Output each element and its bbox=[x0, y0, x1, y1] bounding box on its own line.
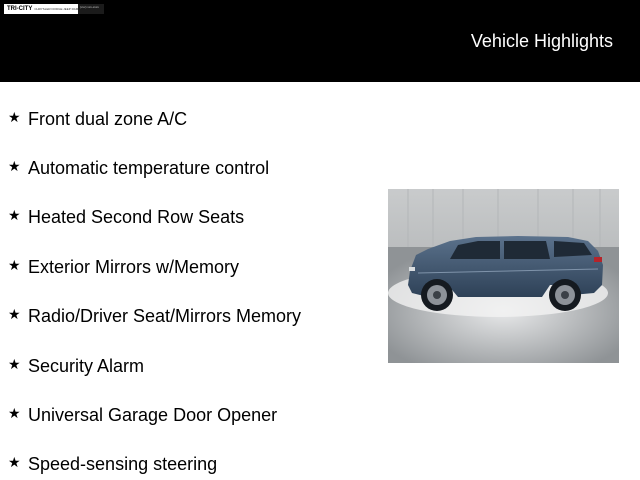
star-icon: ★ bbox=[8, 108, 21, 125]
star-icon: ★ bbox=[8, 207, 21, 224]
dealer-logo-right bbox=[78, 4, 104, 14]
feature-label: Universal Garage Door Opener bbox=[28, 405, 278, 426]
star-icon: ★ bbox=[8, 454, 21, 471]
dealer-logo bbox=[4, 4, 104, 14]
header-bar bbox=[0, 0, 640, 82]
star-icon: ★ bbox=[8, 355, 21, 372]
feature-label: Heated Second Row Seats bbox=[28, 207, 245, 228]
feature-item bbox=[8, 143, 301, 192]
star-icon: ★ bbox=[8, 256, 21, 273]
dealer-logo-left bbox=[4, 4, 78, 14]
dealer-logo-text: TRI-CITY bbox=[7, 6, 33, 12]
feature-list bbox=[8, 94, 301, 480]
star-icon: ★ bbox=[8, 306, 21, 323]
vehicle-photo bbox=[388, 189, 619, 363]
feature-label: Exterior Mirrors w/Memory bbox=[28, 256, 240, 277]
feature-label: Radio/Driver Seat/Mirrors Memory bbox=[28, 306, 302, 327]
feature-item bbox=[8, 242, 301, 291]
feature-item bbox=[8, 390, 301, 439]
feature-item bbox=[8, 94, 301, 143]
dealer-logo-phone: (xxx) xxx-xxxx bbox=[80, 5, 99, 9]
feature-item bbox=[8, 193, 301, 242]
feature-label: Automatic temperature control bbox=[28, 158, 270, 179]
feature-label: Front dual zone A/C bbox=[28, 108, 188, 129]
feature-label: Speed-sensing steering bbox=[28, 454, 218, 475]
feature-label: Security Alarm bbox=[28, 355, 145, 376]
page-title: Vehicle Highlights bbox=[470, 31, 613, 51]
star-icon: ★ bbox=[8, 405, 21, 422]
feature-item bbox=[8, 341, 301, 390]
star-icon: ★ bbox=[8, 158, 21, 175]
vehicle-photo-svg bbox=[388, 189, 619, 363]
feature-item bbox=[8, 292, 301, 341]
feature-item bbox=[8, 440, 301, 480]
dealer-logo-subtext: CHRYSLER DODGE JEEP RAM bbox=[34, 7, 78, 11]
